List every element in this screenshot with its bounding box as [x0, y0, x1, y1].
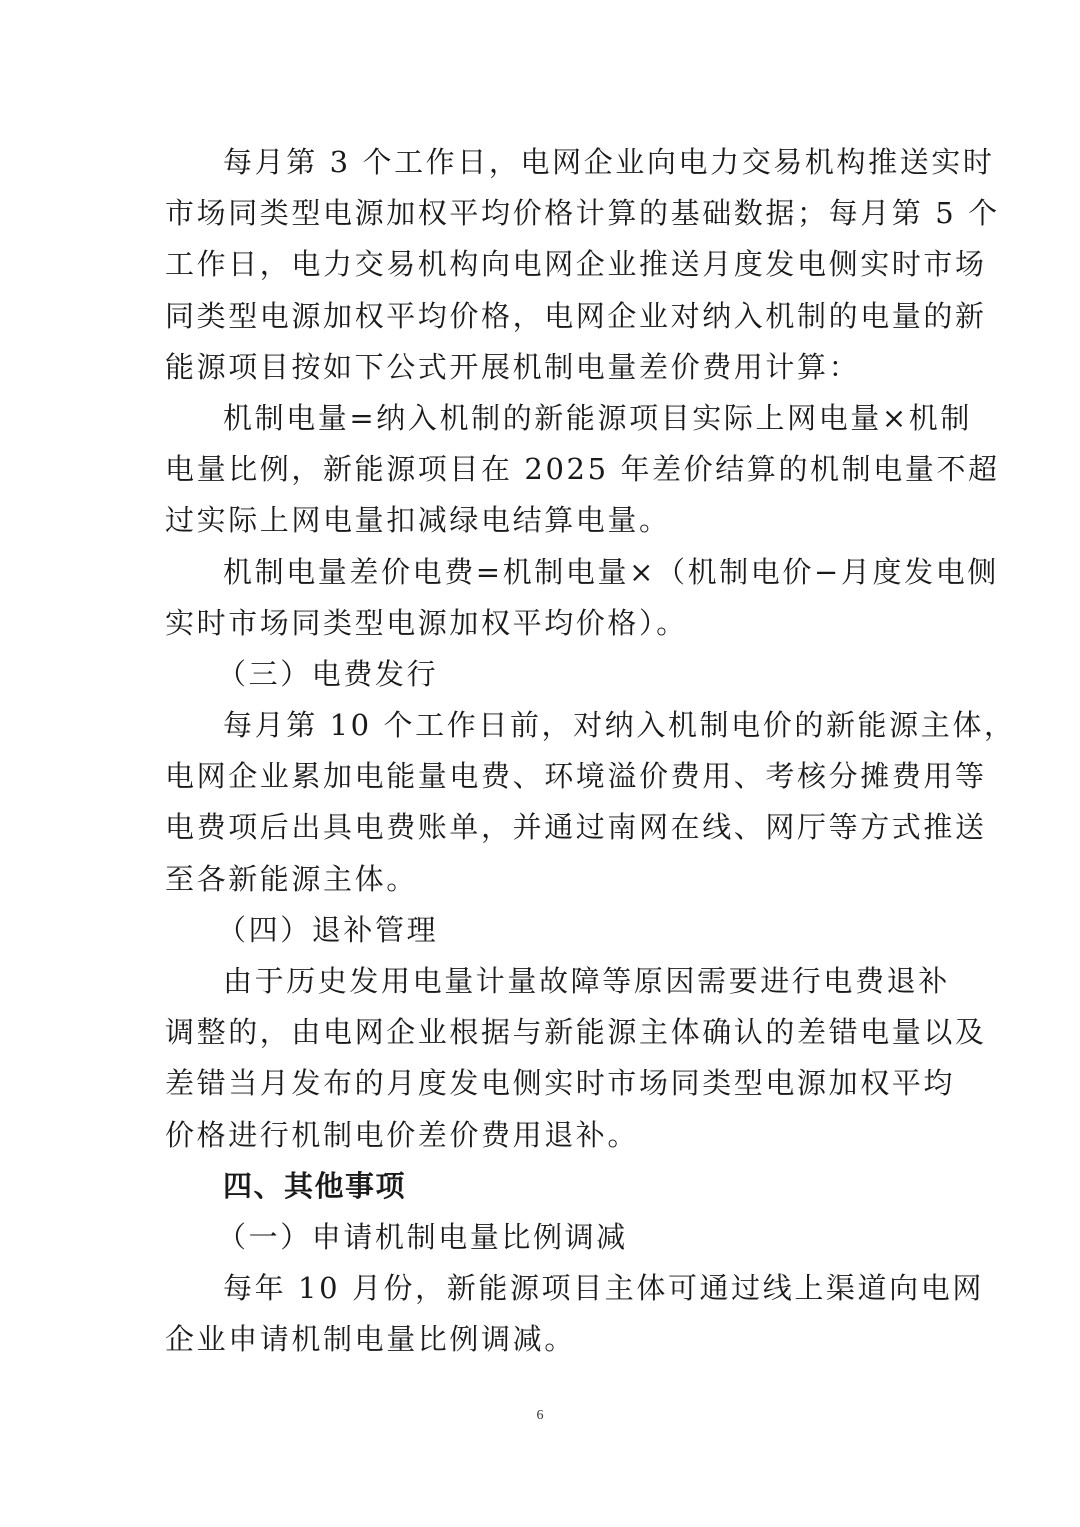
text-line: 每月第 10 个工作日前，对纳入机制电价的新能源主体， [223, 708, 1016, 743]
text-line: 市场同类型电源加权平均价格计算的基础数据；每月第 5 个 [165, 196, 1000, 231]
paragraph-ratio-reduction [165, 1263, 984, 1365]
text-line: 价格进行机制电价差价费用退补。 [165, 1117, 640, 1152]
text-line: 由于历史发用电量计量故障等原因需要进行电费退补 [223, 964, 950, 998]
section-subheading-billing: （三）电费发行 [217, 656, 439, 691]
text-line: 每月第 3 个工作日，电网企业向电力交易机构推送实时 [223, 145, 995, 179]
text-line: 电量比例，新能源项目在 2025 年差价结算的机制电量不超 [165, 452, 1000, 487]
text-line: 机制电量=纳入机制的新能源项目实际上网电量×机制 [223, 400, 972, 435]
paragraph-billing [165, 700, 1016, 905]
text-line: 电费项后出具电费账单，并通过南网在线、网厅等方式推送 [165, 810, 987, 845]
text-line: 每年 10 月份，新能源项目主体可通过线上渠道向电网 [223, 1271, 984, 1306]
paragraph-price-difference-formula [165, 547, 999, 649]
text-line: 同类型电源加权平均价格，电网企业对纳入机制的电量的新 [165, 298, 987, 333]
text-line: 差错当月发布的月度发电侧实时市场同类型电源加权平均 [165, 1066, 956, 1101]
document-page [165, 137, 1016, 1366]
text-line: 工作日，电力交易机构向电网企业推送月度发电侧实时市场 [165, 247, 987, 282]
section-heading-other-matters: 四、其他事项 [223, 1168, 407, 1203]
text-line: 至各新能源主体。 [165, 861, 418, 896]
text-line: 调整的，由电网企业根据与新能源主体确认的差错电量以及 [165, 1015, 987, 1050]
section-subheading-ratio-reduction: （一）申请机制电量比例调减 [217, 1219, 628, 1254]
text-line: 电网企业累加电能量电费、环境溢价费用、考核分摊费用等 [165, 759, 987, 794]
paragraph-mechanism-energy-formula [165, 393, 1000, 547]
section-subheading-refund: （四）退补管理 [217, 912, 439, 947]
text-line: 机制电量差价电费=机制电量×（机制电价−月度发电侧 [223, 554, 999, 589]
text-line: 企业申请机制电量比例调减。 [165, 1322, 576, 1357]
paragraph-refund [165, 956, 987, 1161]
text-line: 实时市场同类型电源加权平均价格）。 [165, 605, 688, 640]
text-line: 能源项目按如下公式开展机制电量差价费用计算： [165, 349, 861, 384]
text-line: 过实际上网电量扣减绿电结算电量。 [165, 503, 671, 538]
page-number: 6 [536, 1408, 544, 1423]
paragraph-data-push-schedule [165, 137, 1000, 393]
